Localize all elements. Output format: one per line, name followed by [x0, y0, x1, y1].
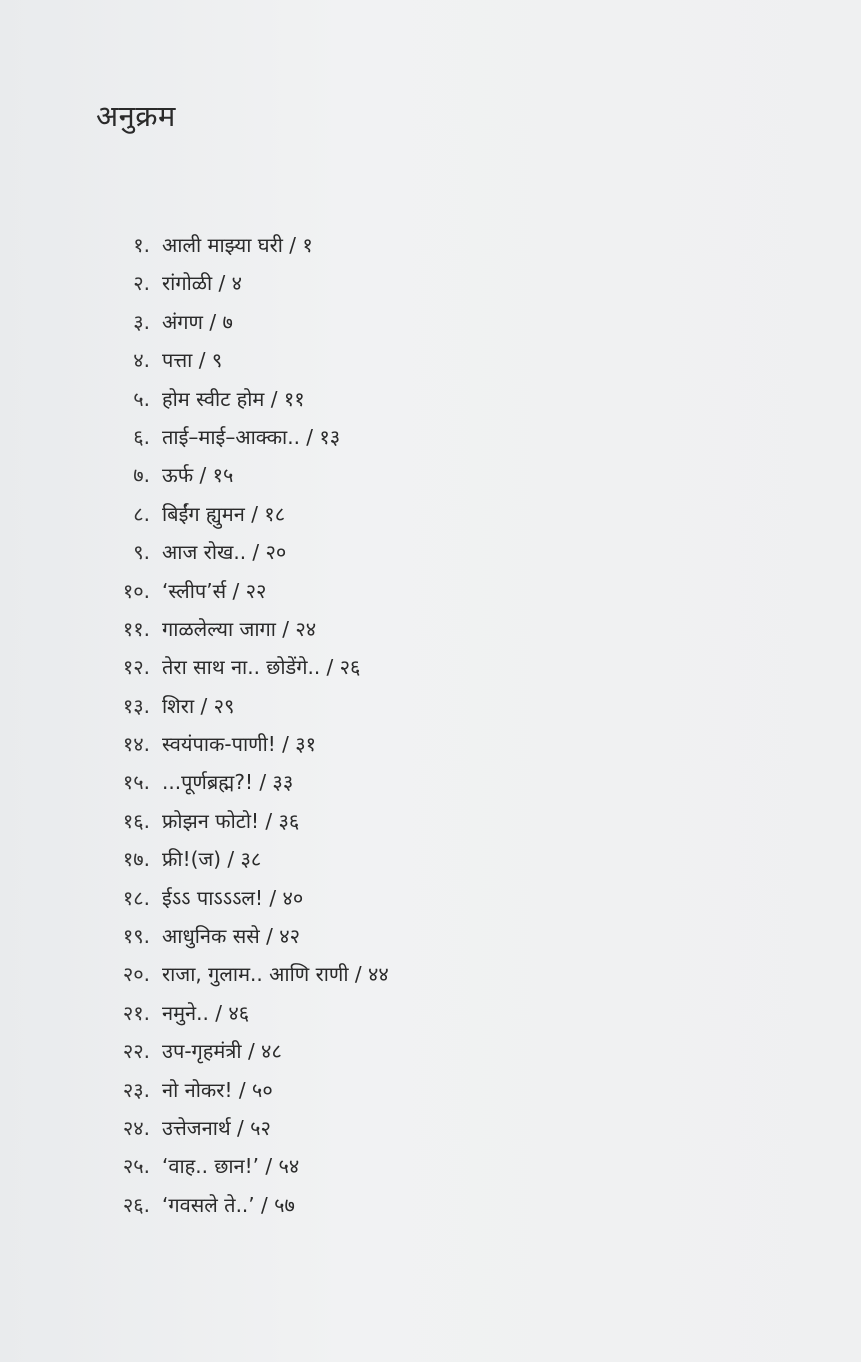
toc-entry [0, 533, 760, 571]
toc-entry [0, 994, 760, 1032]
toc-entry-title: शिरा / २९ [162, 693, 235, 718]
toc-entry [0, 610, 760, 648]
toc-entry [0, 955, 760, 993]
toc-entry-title: ...पूर्णब्रह्म?! / ३३ [162, 770, 294, 795]
toc-entry-title: नमुने.. / ४६ [162, 1000, 250, 1025]
toc-entry-title: होम स्वीट होम / ११ [162, 386, 305, 411]
page-title: अनुक्रम [96, 99, 176, 133]
toc-entry [0, 687, 760, 725]
toc-entry-title: ताई–माई–आक्का.. / १३ [162, 424, 341, 449]
toc-entry-number: १६. [122, 808, 150, 833]
toc-entry-number: १७. [122, 847, 150, 872]
toc-entry-title: तेरा साथ ना.. छोडेंगे.. / २६ [162, 655, 361, 680]
toc-entry-title: उत्तेजनार्थ / ५२ [162, 1115, 271, 1140]
toc-entry-title: फ्रोझन फोटो! / ३६ [162, 808, 300, 833]
toc-entry-number: ३. [133, 309, 150, 334]
toc-entry-title: ‘स्लीप’र्स / २२ [162, 578, 267, 603]
toc-entry-number: १८. [122, 885, 150, 910]
toc-entry [0, 380, 760, 418]
toc-entry-title: ‘गवसले ते..’ / ५७ [162, 1192, 295, 1217]
toc-entry-title: फ्री!(ज) / ३८ [162, 847, 262, 872]
toc-entry-number: ८. [133, 501, 150, 526]
toc-entry-title: पत्ता / ९ [162, 348, 223, 373]
toc-entry-title: आली माझ्या घरी / १ [162, 233, 313, 257]
toc-entry-number: २१. [122, 1000, 150, 1025]
toc-entry [0, 1071, 760, 1109]
toc-entry [0, 763, 760, 801]
toc-entry-number: २२. [122, 1039, 150, 1064]
toc-entry-title: राजा, गुलाम.. आणि राणी / ४४ [162, 962, 389, 987]
toc-entry-title: अंगण / ७ [162, 309, 233, 334]
toc-entry [0, 1032, 760, 1070]
toc-entry-title: ईऽऽ पाऽऽऽल! / ४० [162, 885, 304, 910]
toc-entry [0, 1186, 760, 1224]
toc-entry [0, 725, 760, 763]
toc-entry [0, 341, 760, 379]
toc-entry [0, 495, 760, 533]
toc-entry-number: २३. [122, 1077, 150, 1102]
toc-entry-title: ऊर्फ / १५ [162, 463, 234, 488]
toc-entry-number: ७. [133, 463, 150, 488]
toc-entry [0, 572, 760, 610]
toc-entry-title: नो नोकर! / ५० [162, 1077, 273, 1102]
toc-entry-number: ५. [133, 386, 150, 411]
toc-entry [0, 917, 760, 955]
toc-entry-number: २५. [122, 1154, 150, 1179]
table-of-contents [0, 226, 760, 1224]
toc-entry-title: गाळलेल्या जागा / २४ [162, 616, 317, 641]
toc-entry-number: ६. [133, 424, 150, 449]
toc-entry-title: आधुनिक ससे / ४२ [162, 924, 301, 949]
toc-entry-title: स्वयंपाक-पाणी! / ३१ [162, 732, 317, 757]
toc-entry-number: २. [133, 271, 150, 296]
toc-entry-number: ९. [133, 540, 150, 565]
toc-entry-number: १. [133, 233, 150, 257]
toc-entry-number: १५. [122, 770, 150, 795]
toc-entry [0, 1109, 760, 1147]
toc-entry-title: रांगोळी / ४ [162, 271, 243, 296]
toc-entry-number: १४. [122, 732, 150, 757]
toc-entry-number: १२. [122, 655, 150, 680]
toc-entry-title: बिईंग ह्युमन / १८ [162, 501, 286, 526]
toc-entry-number: २४. [122, 1115, 150, 1140]
toc-entry-number: ४. [133, 348, 150, 373]
toc-entry [0, 264, 760, 302]
toc-entry-title: उप-गृहमंत्री / ४८ [162, 1039, 282, 1064]
toc-entry-number: २०. [122, 962, 150, 987]
toc-entry [0, 456, 760, 494]
toc-entry [0, 418, 760, 456]
toc-entry-number: १९. [122, 924, 150, 949]
toc-entry-number: २६. [122, 1192, 150, 1217]
toc-entry [0, 648, 760, 686]
toc-entry-number: ११. [122, 616, 150, 641]
toc-entry-number: १०. [122, 578, 150, 603]
toc-entry-title: आज रोख.. / २० [162, 540, 287, 565]
toc-entry-title: ‘वाह.. छान!’ / ५४ [162, 1154, 300, 1179]
toc-entry [0, 303, 760, 341]
toc-entry [0, 840, 760, 878]
toc-entry [0, 226, 760, 264]
toc-entry [0, 802, 760, 840]
toc-entry [0, 1147, 760, 1185]
toc-entry-number: १३. [122, 693, 150, 718]
toc-entry [0, 879, 760, 917]
